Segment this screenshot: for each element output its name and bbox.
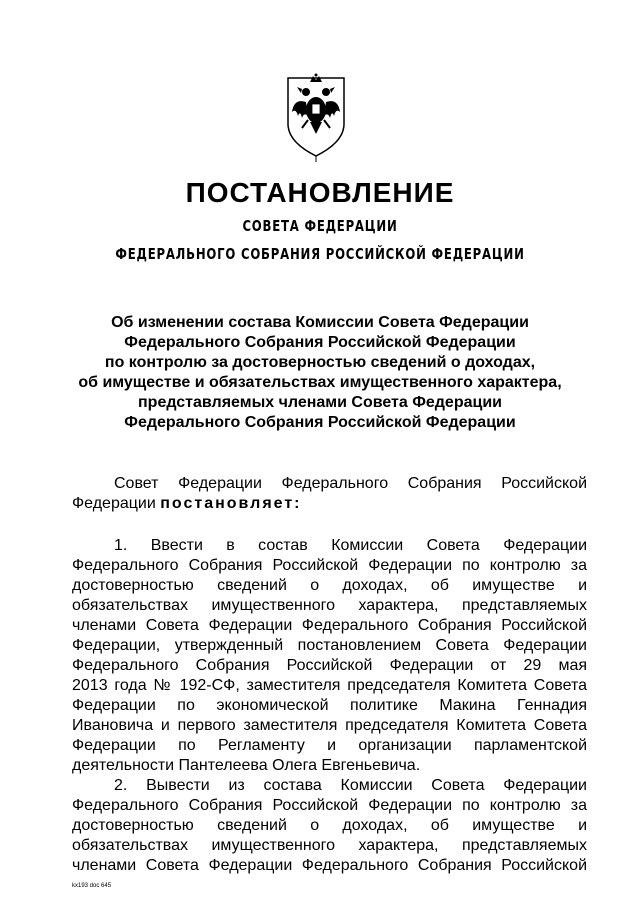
- preamble-line: [72, 494, 587, 514]
- item-line: Федерации по Регламенту и организации парламентской: [72, 737, 587, 754]
- item-line: Федерального Собрания Российской Федерации по контролю за: [72, 557, 587, 574]
- item-1: [72, 536, 587, 776]
- item-line: обязательствах имущественного характера, представляемых: [72, 597, 587, 614]
- preamble-resolves: постановляет:: [160, 495, 302, 512]
- document-subtitle-line2: ФЕДЕРАЛЬНОГО СОБРАНИЯ РОССИЙСКОЙ ФЕДЕРАЦИИ: [115, 245, 525, 263]
- document-body: [72, 474, 587, 876]
- item-line: Федерации по экономической политике Макина Геннадия: [72, 697, 587, 714]
- subject-line: об имуществе и обязательствах имущественного характера,: [78, 374, 562, 391]
- subject-line: представляемых членами Совета Федерации: [138, 394, 502, 411]
- item-line: обязательствах имущественного характера, представляемых: [72, 837, 587, 854]
- item-line: Федерального Собрания Российской Федерации по контролю за: [72, 797, 587, 814]
- item-2: [72, 776, 587, 876]
- item-line: членами Совета Федерации Федерального Собрания Российской: [72, 617, 587, 634]
- item-line: 2. Вывести из состава Комиссии Совета Федерации: [114, 777, 587, 794]
- item-line: 1. Ввести в состав Комиссии Совета Федерации: [114, 537, 587, 554]
- item-line: деятельности Пантелеева Олега Евгеньевича.: [72, 757, 421, 774]
- document-footer-code: kx193 doc 645: [72, 883, 112, 889]
- preamble-prefix: Федерации: [72, 495, 161, 512]
- item-line: достоверностью сведений о доходах, об имуществе и: [72, 577, 587, 594]
- item-line: членами Совета Федерации Федерального Собрания Российской: [72, 857, 587, 874]
- item-line: Федерального Собрания Российской Федерации от 29 мая: [72, 657, 587, 674]
- subject-line: Федерального Собрания Российской Федерации: [124, 414, 516, 431]
- preamble-line: Совет Федерации Федерального Собрания Российской: [114, 475, 587, 492]
- subject-line: Об изменении состава Комиссии Совета Федерации: [111, 314, 529, 331]
- document-subtitle-line1: СОВЕТА ФЕДЕРАЦИИ: [242, 217, 398, 235]
- document-title: ПОСТАНОВЛЕНИЕ: [185, 177, 455, 208]
- subject-line: по контролю за достоверностью сведений о доходах,: [104, 354, 536, 371]
- subject-line: Федерального Собрания Российской Федерации: [124, 334, 516, 351]
- item-line: Федерации, утвержденный постановлением Совета Федерации: [72, 637, 587, 654]
- document-subject: [40, 313, 600, 433]
- item-line: Ивановича и первого заместителя председателя Комитета Совета: [72, 717, 587, 734]
- item-line: 2013 года № 192-СФ, заместителя председателя Комитета Совета: [72, 677, 587, 694]
- item-line: достоверностью сведений о доходах, об имуществе и: [72, 817, 587, 834]
- coat-of-arms-emblem-icon: [284, 72, 348, 162]
